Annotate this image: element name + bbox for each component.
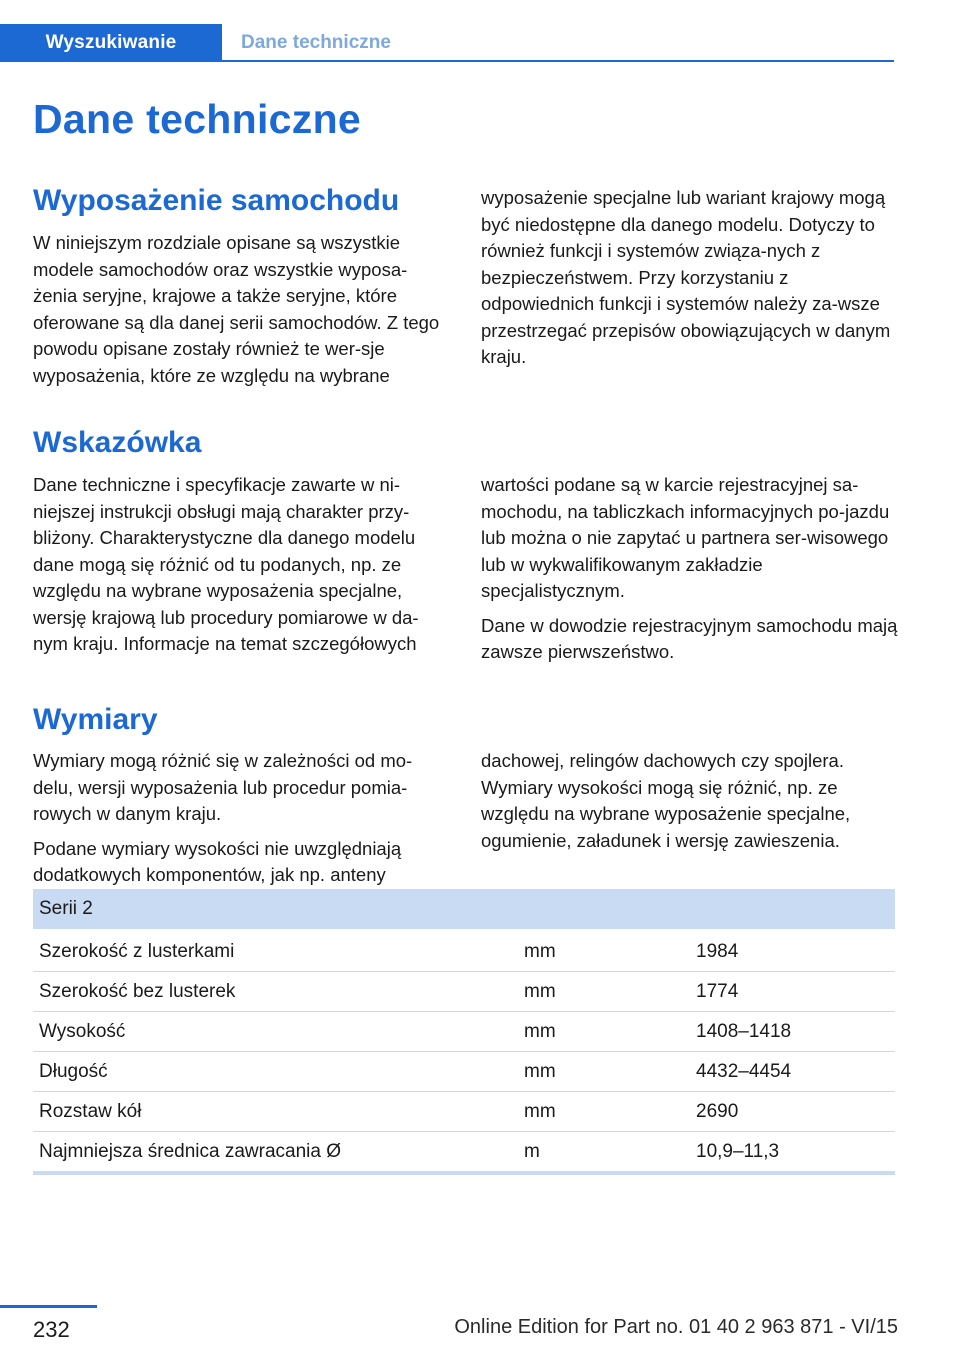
paragraph: W niniejszym rozdziale opisane są wszystkie modele samochodów oraz wszystkie wyposa‐żenia seryjne, krajowe a także seryjne, które oferowane są dla danej serii samochodów. Z tego powodu opisane zostały również te wer‐sje wyposażenia, które ze względu na wybrane: [33, 232, 440, 386]
dimensions-text-right: [481, 748, 899, 862]
heading-equipment: Wyposażenie samochodu: [33, 184, 400, 217]
row-label: Szerokość z lusterkami: [33, 931, 518, 972]
tab-search[interactable]: Wyszukiwanie: [0, 24, 222, 62]
equipment-text-right: [481, 185, 899, 379]
top-navigation: [0, 24, 894, 62]
equipment-text-left: [33, 230, 451, 397]
table-row: [33, 1052, 895, 1092]
paragraph: wartości podane są w karcie rejestracyjnej sa‐mochodu, na tabliczkach informacyjnych po‐jazdu lub można o nie zapytać u partnera ser‐wisowego lub w wykwalifikowanym zakładzie specjalistycznym.: [481, 474, 890, 601]
row-value: 4432–4454: [690, 1052, 895, 1092]
heading-note: Wskazówka: [33, 426, 202, 459]
table-row: [33, 1012, 895, 1052]
row-value: 1774: [690, 972, 895, 1012]
page-title: Dane techniczne: [33, 96, 362, 142]
page-number: 232: [33, 1317, 70, 1342]
row-value: 10,9–11,3: [690, 1132, 895, 1174]
row-label: Długość: [33, 1052, 518, 1092]
row-unit: m: [518, 1132, 690, 1174]
row-value: 2690: [690, 1092, 895, 1132]
paragraph: Dane w dowodzie rejestracyjnym samochodu mają zawsze pierwszeństwo.: [481, 614, 898, 662]
heading-dimensions: Wymiary: [33, 703, 158, 736]
row-label: Wysokość: [33, 1012, 518, 1052]
paragraph: dachowej, relingów dachowych czy spojlera. Wymiary wysokości mogą się różnić, np. ze względu na wybrane wyposażenie specjalne, ogumienie, załadunek i wersję zawieszenia.: [481, 750, 851, 851]
paragraph: Podane wymiary wysokości nie uwzględniają dodatkowych komponentów, jak np. anteny: [33, 837, 402, 885]
row-unit: mm: [518, 931, 690, 972]
note-text-right: [481, 472, 899, 674]
row-label: Najmniejsza średnica zawracania Ø: [33, 1132, 518, 1174]
paragraph: Wymiary mogą różnić się w zależności od mo‐delu, wersji wyposażenia lub procedur pomia‐rowych w danym kraju.: [33, 750, 413, 824]
table-row: [33, 1092, 895, 1132]
row-value: 1984: [690, 931, 895, 972]
row-label: Szerokość bez lusterek: [33, 972, 518, 1012]
paragraph: wyposażenie specjalne lub wariant krajowy mogą być niedostępne dla danego modelu. Dotyczy to również funkcji i systemów związa‐nych z bezpieczeństwem. Przy korzystaniu z odpowiednich funkcji i systemów należy za‐wsze przestrzegać przepisów obowiązujących w danym kraju.: [481, 187, 891, 367]
row-unit: mm: [518, 972, 690, 1012]
paragraph: Dane techniczne i specyfikacje zawarte w ni‐niejszej instrukcji obsługi mają charakter przy‐bliżony. Charakterystyczne dla danego modelu dane mogą się różnić od tu podanych, np. ze względu na wybrane wyposażenia specjalne, wersję krajową lub procedury pomiarowe w da‐nym kraju. Informacje na temat szczegółowych: [33, 474, 419, 654]
edition-note: Online Edition for Part no. 01 40 2 963 871 - VI/15: [454, 1316, 898, 1338]
row-value: 1408–1418: [690, 1012, 895, 1052]
table-row: [33, 931, 895, 972]
dimensions-table: [33, 889, 895, 1175]
dimensions-text-left: [33, 748, 451, 897]
tab-technical-data[interactable]: Dane techniczne: [241, 32, 391, 53]
row-label: Rozstaw kół: [33, 1092, 518, 1132]
table-row: [33, 972, 895, 1012]
row-unit: mm: [518, 1052, 690, 1092]
row-unit: mm: [518, 1092, 690, 1132]
table-header: Serii 2: [33, 889, 895, 931]
nav-divider: [222, 60, 894, 62]
table-header-row: [33, 889, 895, 931]
table-row: [33, 1132, 895, 1174]
row-unit: mm: [518, 1012, 690, 1052]
note-text-left: [33, 472, 451, 666]
footer-divider: [0, 1305, 97, 1308]
